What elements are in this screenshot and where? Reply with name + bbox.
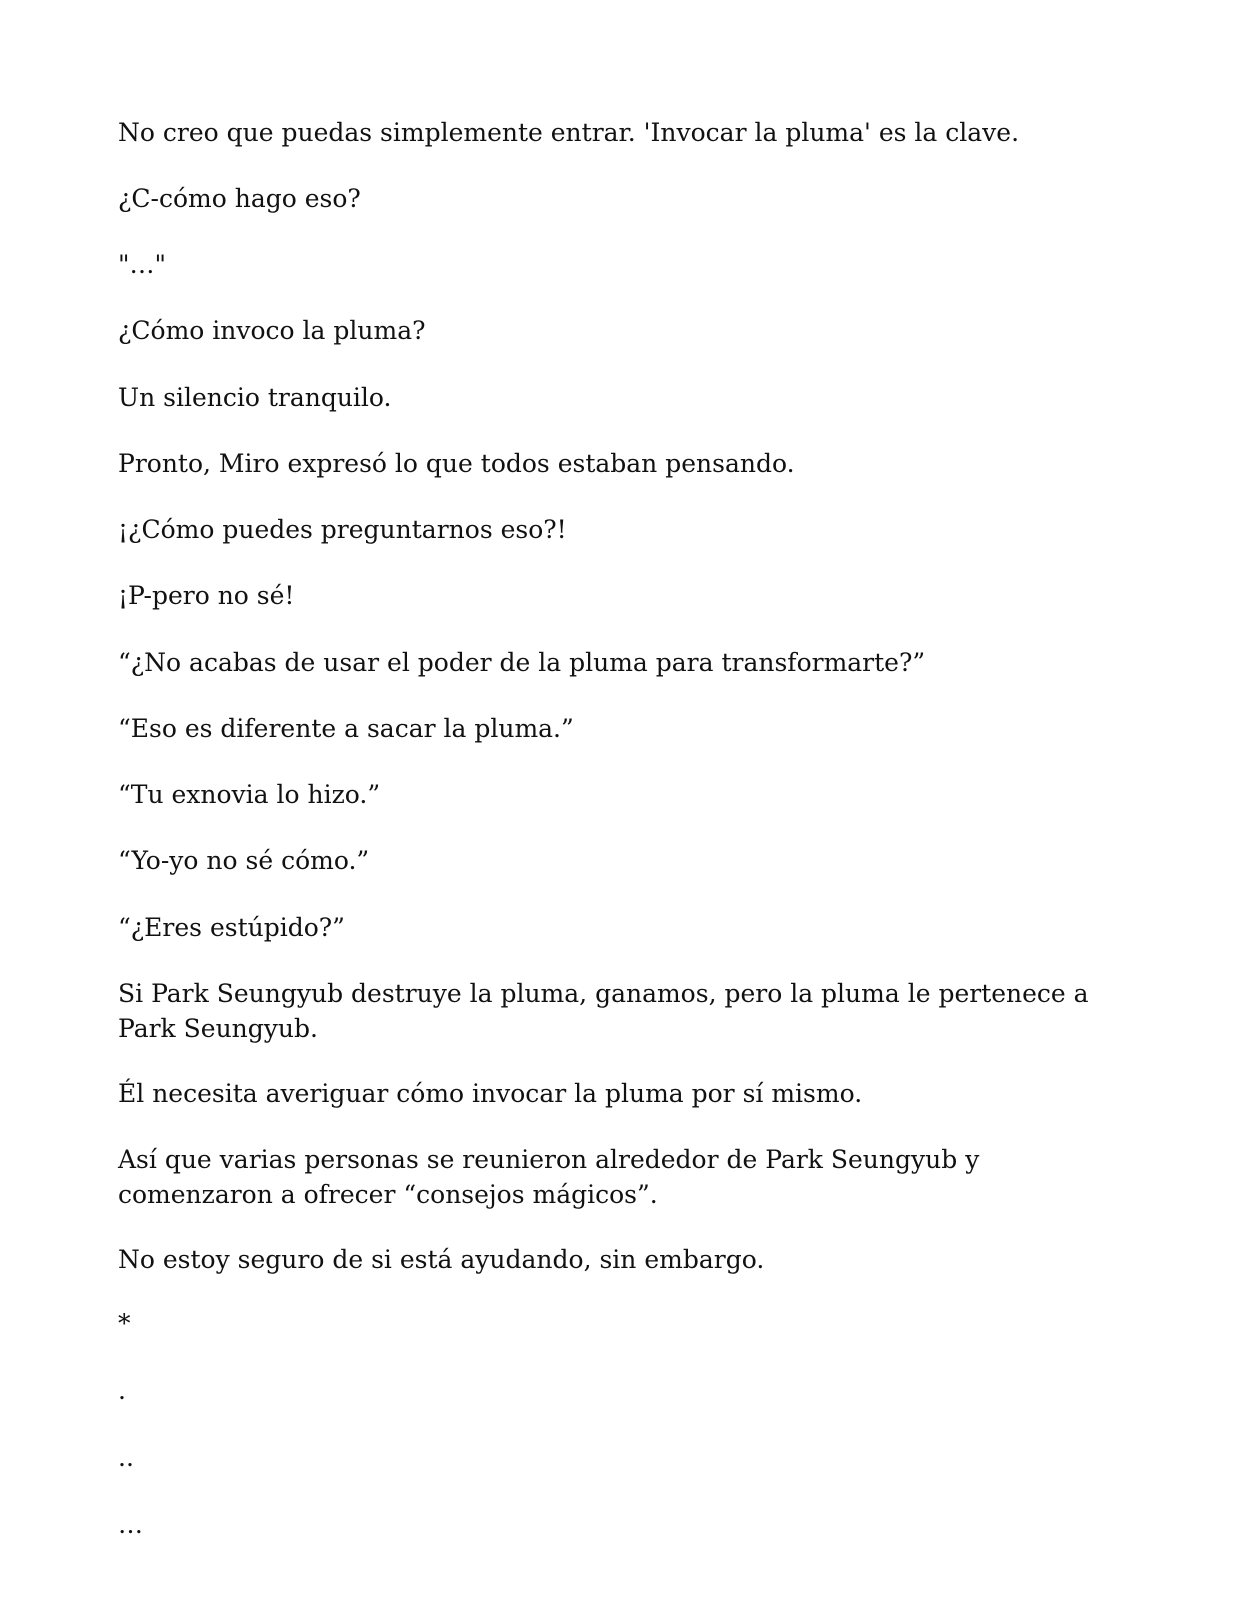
paragraph-13: “¿Eres estúpido?” <box>118 913 345 942</box>
paragraph-17: No estoy seguro de si está ayudando, sin embargo. <box>118 1245 765 1274</box>
paragraph-4: ¿Cómo invoco la pluma? <box>118 316 426 345</box>
paragraph-3: "…" <box>118 250 166 279</box>
paragraph-9: “¿No acabas de usar el poder de la pluma para transformarte?” <box>118 648 926 677</box>
ellipsis-dot-2: .. <box>118 1443 134 1472</box>
paragraph-11: “Tu exnovia lo hizo.” <box>118 780 381 809</box>
paragraph-15: Él necesita averiguar cómo invocar la pluma por sí mismo. <box>118 1079 863 1108</box>
paragraph-2: ¿C-cómo hago eso? <box>118 184 361 213</box>
ellipsis-dot-3: … <box>118 1510 143 1539</box>
paragraph-1: No creo que puedas simplemente entrar. 'Invocar la pluma' es la clave. <box>118 118 1020 147</box>
paragraph-6: Pronto, Miro expresó lo que todos estaban pensando. <box>118 449 795 478</box>
scene-break-asterisk: * <box>118 1309 131 1338</box>
paragraph-10: “Eso es diferente a sacar la pluma.” <box>118 714 574 743</box>
ellipsis-dot-1: . <box>118 1376 126 1405</box>
paragraph-8: ¡P-pero no sé! <box>118 581 295 610</box>
paragraph-7: ¡¿Cómo puedes preguntarnos eso?! <box>118 515 567 544</box>
paragraph-5: Un silencio tranquilo. <box>118 383 392 412</box>
paragraph-14: Si Park Seungyub destruye la pluma, ganamos, pero la pluma le pertenece a Park Seungyub. <box>118 979 1089 1043</box>
paragraph-16: Así que varias personas se reunieron alrededor de Park Seungyub y comenzaron a ofrecer “consejos mágicos”. <box>118 1145 980 1209</box>
paragraph-12: “Yo-yo no sé cómo.” <box>118 846 370 875</box>
